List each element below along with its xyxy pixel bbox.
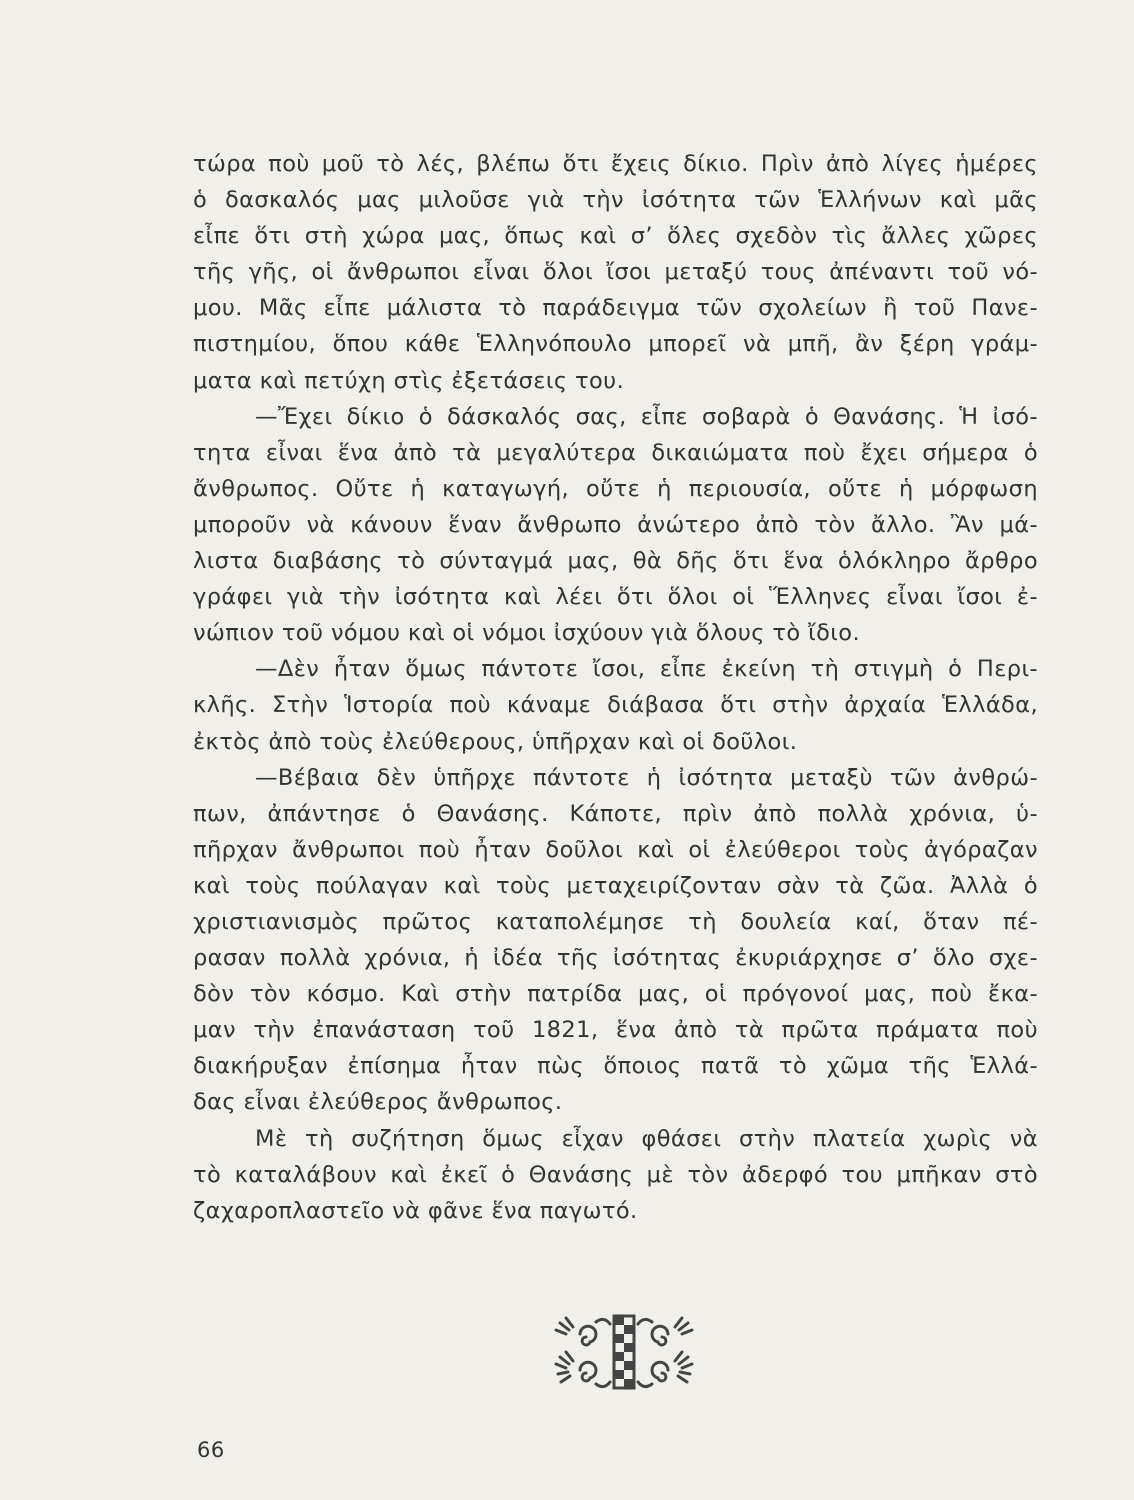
page-number: 66: [197, 1438, 225, 1462]
text-line: τῆς γῆς, οἱ ἄνθρωποι εἶναι ὅλοι ἴσοι μεταξύ τους ἀπέναντι τοῦ νό-: [193, 259, 1038, 286]
text-line: ἄνθρωπος. Οὔτε ἡ καταγωγή, οὔτε ἡ περιουσία, οὔτε ἡ μόρφωση: [193, 475, 1038, 502]
text-line: ρασαν πολλὰ χρόνια, ἡ ἰδέα τῆς ἰσότητας ἐκυριάρχησε σ’ ὅλο σχε-: [193, 945, 1038, 972]
text-line: τητα εἶναι ἕνα ἀπὸ τὰ μεγαλύτερα δικαιώματα ποὺ ἔχει σήμερα ὁ: [193, 439, 1038, 466]
text-line: δὸν τὸν κόσμο. Καὶ στὴν πατρίδα μας, οἱ πρόγονοί μας, ποὺ ἔκα-: [193, 981, 1038, 1008]
text-line: πων, ἀπάντησε ὁ Θανάσης. Κάποτε, πρὶν ἀπὸ πολλὰ χρόνια, ὑ-: [193, 800, 1038, 827]
text-line: —Βέβαια δὲν ὑπῆρχε πάντοτε ἡ ἰσότητα μεταξὺ τῶν ἀνθρώ-: [255, 764, 1038, 791]
text-line: πιστημίου, ὅπου κάθε Ἑλληνόπουλο μπορεῖ νὰ μπῆ, ἂν ξέρη γράμ-: [193, 331, 1038, 358]
text-line: καὶ τοὺς πούλαγαν καὶ τοὺς μεταχειρίζονταν σὰν τὰ ζῶα. Ἀλλὰ ὁ: [193, 872, 1038, 899]
text-line: πῆρχαν ἄνθρωποι ποὺ ἦταν δοῦλοι καὶ οἱ ἐλεύθεροι τοὺς ἀγόραζαν: [193, 836, 1038, 863]
text-line: —Ἔχει δίκιο ὁ δάσκαλός σας, εἶπε σοβαρὰ ὁ Θανάσης. Ἡ ἰσό-: [255, 403, 1038, 430]
text-line: ματα καὶ πετύχη στὶς ἐξετάσεις του.: [193, 367, 625, 394]
text-line: μου. Μᾶς εἶπε μάλιστα τὸ παράδειγμα τῶν σχολείων ἢ τοῦ Πανε-: [193, 295, 1038, 322]
body-text: [193, 146, 1038, 1229]
text-line: ὁ δασκαλός μας μιλοῦσε γιὰ τὴν ἰσότητα τῶν Ἑλλήνων καὶ μᾶς: [193, 187, 1038, 214]
text-line: Μὲ τὴ συζήτηση ὅμως εἶχαν φθάσει στὴν πλατεία χωρὶς νὰ: [255, 1125, 1038, 1152]
text-line: τώρα ποὺ μοῦ τὸ λές, βλέπω ὅτι ἔχεις δίκιο. Πρὶν ἀπὸ λίγες ἡμέρες: [193, 151, 1038, 177]
text-line: —Δὲν ἦταν ὅμως πάντοτε ἴσοι, εἶπε ἐκείνη τὴ στιγμὴ ὁ Περι-: [255, 656, 1038, 683]
text-line: διακήρυξαν ἐπίσημα ἦταν πὼς ὅποιος πατᾶ τὸ χῶμα τῆς Ἑλλά-: [193, 1053, 1038, 1080]
text-line: δας εἶναι ἐλεύθερος ἄνθρωπος.: [193, 1089, 563, 1116]
text-line: ἐκτὸς ἀπὸ τοὺς ἐλεύθερους, ὑπῆρχαν καὶ οἱ δοῦλοι.: [193, 728, 798, 755]
greek-key-ornament-icon: [552, 1312, 696, 1392]
text-line: τὸ καταλάβουν καὶ ἐκεῖ ὁ Θανάσης μὲ τὸν ἀδερφό του μπῆκαν στὸ: [193, 1161, 1038, 1188]
text-line: εἶπε ὅτι στὴ χώρα μας, ὅπως καὶ σ’ ὅλες σχεδὸν τὶς ἄλλες χῶρες: [193, 223, 1038, 250]
text-line: γράφει γιὰ τὴν ἰσότητα καὶ λέει ὅτι ὅλοι οἱ Ἕλληνες εἶναι ἴσοι ἐ-: [193, 584, 1038, 611]
text-line: μποροῦν νὰ κάνουν ἕναν ἄνθρωπο ἀνώτερο ἀπὸ τὸν ἄλλο. Ἂν μά-: [193, 511, 1038, 538]
text-line: λιστα διαβάσης τὸ σύνταγμά μας, θὰ δῆς ὅτι ἕνα ὁλόκληρο ἄρθρο: [193, 548, 1038, 575]
text-line: χριστιανισμὸς πρῶτος καταπολέμησε τὴ δουλεία καί, ὅταν πέ-: [193, 908, 1038, 935]
text-line: ζαχαροπλαστεῖο νὰ φᾶνε ἕνα παγωτό.: [193, 1197, 638, 1224]
text-line: μαν τὴν ἐπανάσταση τοῦ 1821, ἕνα ἀπὸ τὰ πρῶτα πράματα ποὺ: [193, 1017, 1038, 1044]
text-line: νώπιον τοῦ νόμου καὶ οἱ νόμοι ἰσχύουν γιὰ ὅλους τὸ ἴδιο.: [193, 620, 861, 647]
text-line: κλῆς. Στὴν Ἱστορία ποὺ κάναμε διάβασα ὅτι στὴν ἀρχαία Ἑλλάδα,: [193, 692, 1038, 719]
